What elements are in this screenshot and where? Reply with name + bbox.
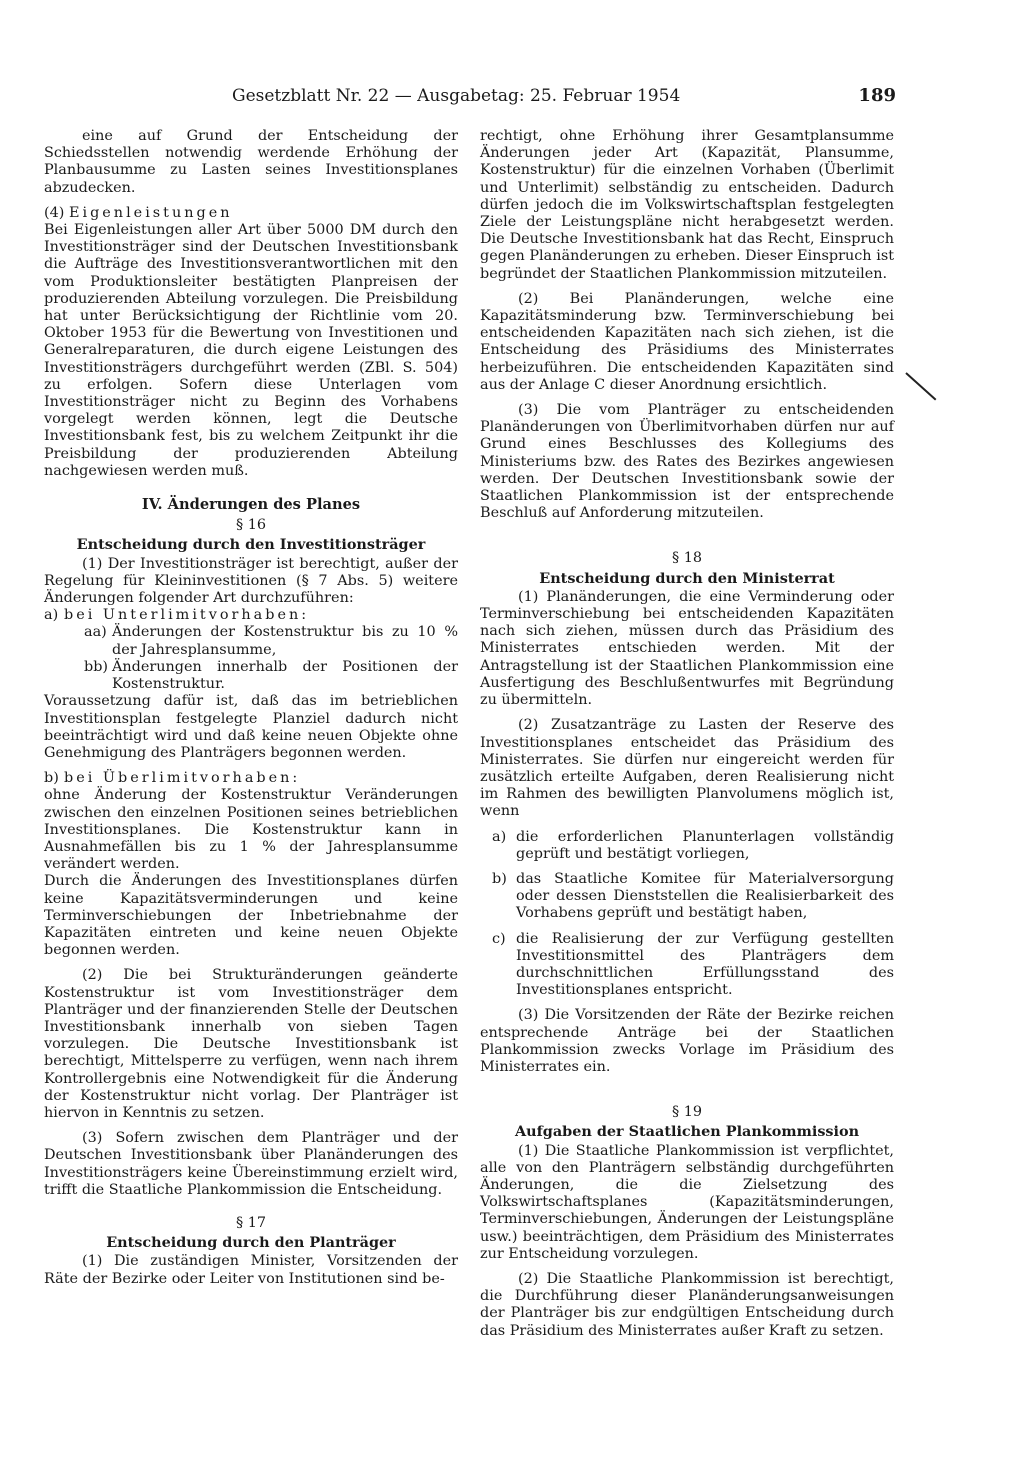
section-iv-heading: IV. Änderungen des Planes <box>141 496 361 514</box>
right-column <box>480 128 894 1348</box>
section-19-mark: § 19 <box>671 1104 703 1121</box>
section-18-paragraph-1: (1) Planänderungen, die eine Verminderung oder Terminverschiebung bei entscheidenden Kapazitäten nach sich ziehen, müssen durch das Präsidium des Ministerrates entschieden werden. Mit der Antragstellung ist der Staatlichen Plankommission eine Ausfertigung des Beschlußentwurfes mit Begründung zu übermitteln. <box>480 588 894 709</box>
list-text-b-1: ohne Änderung der Kostenstruktur Veränderungen zwischen den einzelnen Positionen seines betrieblichen Investitionsplanes. Die Kostenstruktur kann in Ausnahmefällen bis zu 1 % der Jahresplansumme verändert werden. <box>44 787 458 873</box>
list-text-bb: Änderungen innerhalb der Positionen der Kostenstruktur. <box>112 658 458 693</box>
section-16-paragraph-1: (1) Der Investitionsträger ist berechtigt, außer der Regelung für Kleininvestitionen (§ 7 Abs. 5) weitere Änderungen folgender Art durchzuführen: <box>44 555 458 607</box>
section-16-mark: § 16 <box>235 517 267 534</box>
list-head-b: bei Überlimitvorhaben: <box>64 770 301 787</box>
list-item-aa <box>84 624 458 658</box>
list-item-b <box>44 770 458 787</box>
list-label-a: a) <box>44 607 59 624</box>
section-17-paragraph-2: (2) Bei Planänderungen, welche eine Kapazitätsminderung bzw. Terminverschiebung bei entscheidenden Kapazitäten nach sich ziehen, ist die Entscheidung des Präsidiums des Ministerrates herbeizuführen. Die entscheidenden Kapazitäten sind aus der Anlage C dieser Anordnung ersichtlich. <box>480 290 894 393</box>
list-item-a <box>44 607 458 624</box>
list-head-a: bei Unterlimitvorhaben: <box>64 607 310 624</box>
list-text-b: das Staatliche Komitee für Materialversorgung oder dessen Dienststellen die Realisierbarkeit des Vorhabens geprüft und bestätigt haben, <box>516 870 894 922</box>
list-label-c: c) <box>492 930 506 947</box>
paragraph-4-heading <box>44 205 458 222</box>
list-label-b: b) <box>492 870 507 887</box>
list-label-b: b) <box>44 770 59 787</box>
section-18-title: Entscheidung durch den Ministerrat <box>539 569 835 587</box>
section-16-paragraph-3: (3) Sofern zwischen dem Planträger und der Deutschen Investitionsbank über Planänderungen des Investitionsträgers keine Übereinstimmung erzielt wird, trifft die Staatliche Plankommission die Entscheidung. <box>44 1130 458 1198</box>
section-17-paragraph-1-start: (1) Die zuständigen Minister, Vorsitzenden der Räte der Bezirke oder Leiter von Institutionen sind be- <box>44 1253 458 1287</box>
paragraph-4-number: (4) <box>44 204 65 221</box>
list-item-bb <box>84 659 458 693</box>
list-text-aa: Änderungen der Kostenstruktur bis zu 10 % der Jahresplansumme, <box>112 624 458 658</box>
list-item-a <box>492 829 894 863</box>
section-16-paragraph-2: (2) Die bei Strukturänderungen geänderte Kostenstruktur ist vom Investitionsträger dem Planträger und der finanzierenden Stelle der Deutschen Investitionsbank innerhalb von sieben Tagen vorzulegen. Die Deutsche Investitionsbank ist berechtigt, Mittelsperre zu verfügen, wenn nach ihrem Kontrollergebnis eine Notwendigkeit für die Änderung der Kostenstruktur nicht vorlag. Der Planträger ist hiervon in Kenntnis zu setzen. <box>44 967 458 1121</box>
section-17-title: Entscheidung durch den Planträger <box>106 1234 396 1252</box>
list-label-a: a) <box>492 828 507 845</box>
section-18-paragraph-3: (3) Die Vorsitzenden der Räte der Bezirke reichen entsprechende Anträge bei der Staatlichen Plankommission zwecks Vorlage im Präsidium des Ministerrates ein. <box>480 1007 894 1075</box>
list-text-c: die Realisierung der zur Verfügung gestellten Investitionsmittel des Planträgers dem durchschnittlichen Erfüllungsstand des Investitionsplanes entspricht. <box>516 930 894 999</box>
section-19-paragraph-2: (2) Die Staatliche Plankommission ist berechtigt, die Durchführung dieser Planänderungsanweisungen der Planträger bis zur endgültigen Entscheidung durch das Präsidium des Ministerrates außer Kraft zu setzen. <box>480 1270 894 1339</box>
paragraph-4-title: Eigenleistungen <box>68 204 233 221</box>
paragraph-4-text: Bei Eigenleistungen aller Art über 5000 DM durch den Investitionsträger sind der Deutschen Investitionsbank die Aufträge des Investitionsverantwortlichen mit den vom Produktionsleiter bestätigten Planpreisen der produzierenden Abteilung vorzulegen. Die Preisbildung hat unter Berücksichtigung der Richtlinie vom 20. Oktober 1953 für die Bewertung von Investitionen und Generalreparaturen, die durch eigene Leistungen des Investitionsträgers durchgeführt werden (ZBl. S. 504) zu erfolgen. Sofern diese Unterlagen vom Investitionsträger nicht zu Beginn des Vorhabens vorgelegt werden können, legt die Deutsche Investitionsbank fest, bis zu welchem Zeitpunkt ihr die Preisbildung der produzierenden Abteilung nachgewiesen werden muß. <box>44 222 458 479</box>
section-16-title: Entscheidung durch den Investitionsträger <box>76 536 426 554</box>
section-19-title: Aufgaben der Staatlichen Plankommission <box>514 1123 860 1141</box>
margin-pencil-mark <box>905 372 936 400</box>
section-18-paragraph-2: (2) Zusatzanträge zu Lasten der Reserve des Investitionsplanes entscheidet das Präsidium des Ministerrates. Sie dürfen nur eingereicht werden für zusätzlich erteilte Aufgaben, deren Realisierung nicht im Rahmen des bewilligten Planvolumens möglich ist, wenn <box>480 717 894 820</box>
list-item-c <box>492 931 894 1000</box>
section-17-paragraph-3: (3) Die vom Planträger zu entscheidenden Planänderungen von Überlimitvorhaben dürfen nur auf Grund eines Beschlusses des Kollegiums des Ministeriums bzw. des Rates des Bezirkes angewiesen werden. Der Deutschen Investitionsbank sowie der Staatlichen Plankommission ist der entsprechende Beschluß auf Anforderung mitzuteilen. <box>480 402 894 522</box>
list-label-aa: aa) <box>84 624 107 641</box>
section-17-paragraph-1-continued: rechtigt, ohne Erhöhung ihrer Gesamtplansumme Änderungen jeder Art (Kapazität, Plansumme, Kostenstruktur) für die einzelnen Vorhaben (Überlimit und Unterlimit) selbständig zu entscheiden. Dadurch dürfen jedoch die im Volkswirtschaftsplan festgelegten Ziele der Leistungspläne nicht herabgesetzt werden. Die Deutsche Investitionsbank hat das Recht, Einspruch gegen Planänderungen zu erheben. Dieser Einspruch ist begründet der Staatlichen Plankommission mitzuteilen. <box>480 128 894 282</box>
section-19-paragraph-1: (1) Die Staatliche Plankommission ist verpflichtet, alle von den Planträgern selbständig durchgeführten Änderungen, die die Zielsetzung des Volkswirtschaftsplanes (Kapazitätsminderungen, Terminverschiebungen, Änderungen der Leistungspläne usw.) beeinträchtigen, dem Präsidium des Ministerrates zur Entscheidung vorzulegen. <box>480 1142 894 1262</box>
continued-paragraph: eine auf Grund der Entscheidung der Schiedsstellen notwendig werdende Erhöhung der Planbausumme zu Lasten seines Investitionsplanes abzudecken. <box>44 128 458 196</box>
list-text-b-2: Durch die Änderungen des Investitionsplanes dürfen keine Kapazitätsverminderungen und keine Terminverschiebungen der Inbetriebnahme der Kapazitäten eintreten und keine neuen Objekte begonnen werden. <box>44 873 458 959</box>
section-17-mark: § 17 <box>235 1214 267 1231</box>
left-column <box>44 128 458 1296</box>
page-number: 189 <box>858 85 896 106</box>
page-header <box>232 82 896 110</box>
list-item-b <box>492 871 894 923</box>
condition-text-a: Voraussetzung dafür ist, daß das im betrieblichen Investitionsplan festgelegte Planziel dadurch nicht beeinträchtigt wird und daß keine neuen Objekte ohne Genehmigung des Planträgers begonnen werden. <box>44 693 458 761</box>
gazette-title: Gesetzblatt Nr. 22 — Ausgabetag: 25. Februar 1954 <box>232 86 681 106</box>
list-text-a: die erforderlichen Planunterlagen vollständig geprüft und bestätigt vorliegen, <box>516 828 894 862</box>
section-18-mark: § 18 <box>671 550 703 567</box>
list-label-bb: bb) <box>84 658 109 675</box>
